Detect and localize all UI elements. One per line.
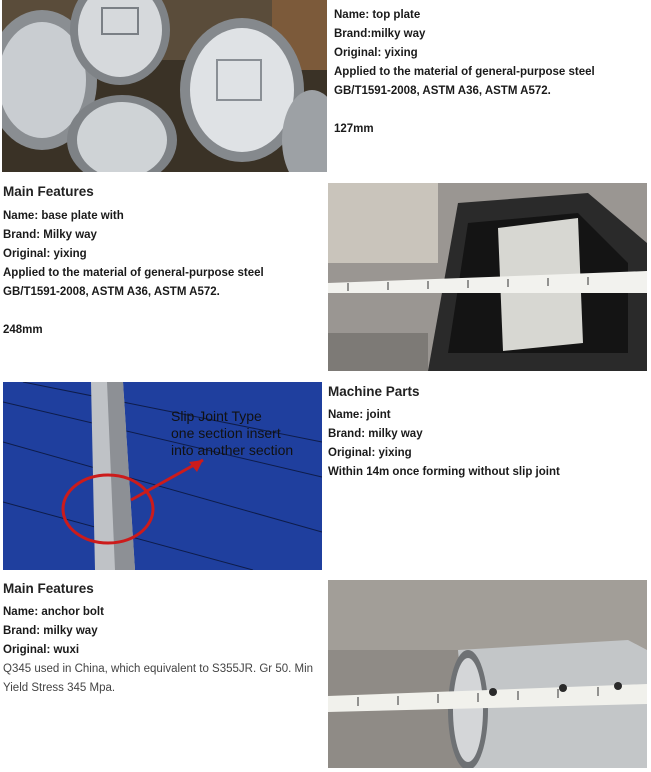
top-plate-line-3: Original: yixing (334, 47, 418, 59)
top-plate-photo (2, 0, 327, 172)
anchor-bolt-description: Q345 used in China, which equivalent to S355JR. Gr 50. Min Yield Stress 345 Mpa. (3, 663, 314, 694)
base-plate-line-3: Original: yixing (3, 248, 87, 260)
anchor-bolt-line-3: Original: wuxi (3, 644, 80, 656)
joint-info (328, 406, 648, 482)
top-plate-line-5: GB/T1591-2008, ASTM A36, ASTM A572. (334, 85, 551, 97)
anchor-bolt-photo (328, 580, 647, 768)
top-plate-line-4: Applied to the material of general-purpose steel (334, 66, 595, 78)
anchor-bolt-line-2: Brand: milky way (3, 625, 98, 637)
base-plate-line-5: GB/T1591-2008, ASTM A36, ASTM A572. (3, 286, 220, 298)
base-plate-line-1: Name: base plate with (3, 210, 124, 222)
main-features-heading-1: Main Features (3, 184, 94, 199)
base-plate-line-2: Brand: Milky way (3, 229, 97, 241)
joint-line-4: Within 14m once forming without slip joint (328, 466, 560, 478)
base-plate-line-4: Applied to the material of general-purpose steel (3, 267, 264, 279)
base-plate-size: 248mm (3, 324, 43, 336)
main-features-heading-2: Main Features (3, 581, 94, 596)
anchor-bolt-line-1: Name: anchor bolt (3, 606, 104, 618)
machine-parts-heading: Machine Parts (328, 384, 420, 399)
slip-joint-caption-1: Slip Joint Type (171, 408, 262, 424)
top-plate-size: 127mm (334, 123, 374, 135)
top-plate-line-1: Name: top plate (334, 9, 421, 21)
slip-joint-photo (3, 382, 322, 570)
joint-line-3: Original: yixing (328, 447, 412, 459)
slip-joint-caption (171, 408, 293, 459)
joint-line-1: Name: joint (328, 409, 391, 421)
anchor-bolt-info (3, 603, 321, 698)
slip-joint-caption-3: into another section (171, 442, 294, 458)
base-plate-photo (328, 183, 647, 371)
top-plate-info (334, 6, 649, 139)
slip-joint-caption-2: one section insert (171, 425, 281, 441)
top-plate-line-2: Brand:milky way (334, 28, 426, 40)
joint-line-2: Brand: milky way (328, 428, 423, 440)
base-plate-info (3, 207, 323, 340)
